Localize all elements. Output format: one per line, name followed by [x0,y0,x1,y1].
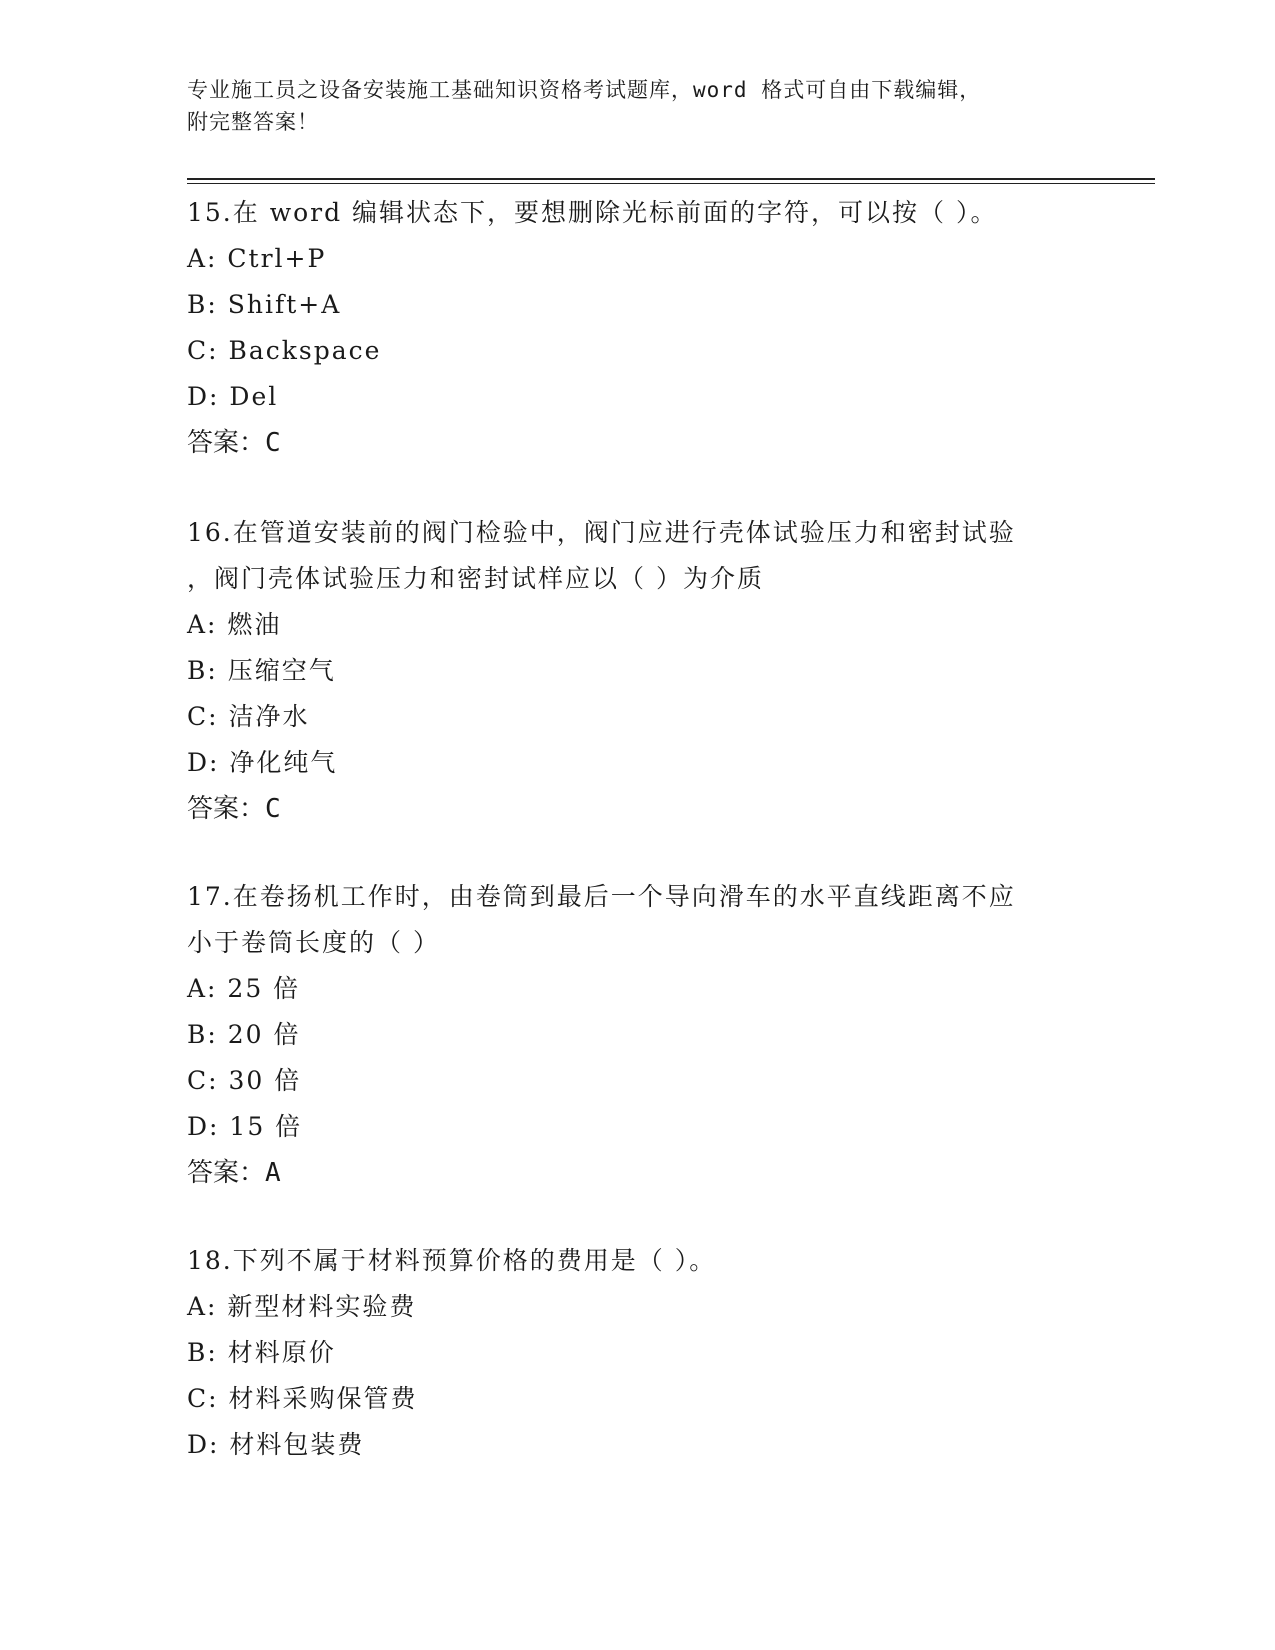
option-a: A: 新型材料实验费 [187,1292,417,1321]
question-stem: 17.在卷扬机工作时，由卷筒到最后一个导向滑车的水平直线距离不应 [187,882,1016,911]
option-d: D: Del [187,382,279,411]
answer-key: 答案：C [187,794,281,824]
header-divider-thick [187,178,1155,180]
question-stem: 15.在 word 编辑状态下，要想删除光标前面的字符，可以按（ ）。 [187,198,998,227]
question-stem: 18.下列不属于材料预算价格的费用是（ ）。 [187,1246,717,1275]
option-a: A: 燃油 [187,610,282,639]
option-c: C: 洁净水 [187,702,310,731]
question-stem: 16.在管道安装前的阀门检验中，阀门应进行壳体试验压力和密封试验 [187,518,1016,547]
option-b: B: Shift+A [187,290,342,319]
answer-key: 答案：A [187,1158,281,1188]
option-a: A: 25 倍 [187,974,301,1003]
question-17 [187,874,1087,1196]
header-line-1: 专业施工员之设备安装施工基础知识资格考试题库，word 格式可自由下载编辑， [187,78,982,102]
option-c: C: 材料采购保管费 [187,1384,418,1413]
question-stem-continued: ，阀门壳体试验压力和密封试样应以（ ）为介质 [187,564,764,593]
document-header [187,74,1067,138]
option-d: D: 15 倍 [187,1112,303,1141]
answer-key: 答案：C [187,428,281,458]
option-c: C: 30 倍 [187,1066,302,1095]
question-18 [187,1238,1087,1468]
option-d: D: 净化纯气 [187,748,338,777]
option-b: B: 材料原价 [187,1338,336,1367]
header-line-2: 附完整答案！ [187,110,319,134]
header-divider-thin [187,183,1155,184]
question-16 [187,510,1087,832]
question-stem-continued: 小于卷筒长度的（ ） [187,928,440,957]
option-a: A: Ctrl+P [187,244,327,273]
option-b: B: 20 倍 [187,1020,301,1049]
option-c: C: Backspace [187,336,382,365]
question-15 [187,190,1087,466]
option-d: D: 材料包装费 [187,1430,365,1459]
option-b: B: 压缩空气 [187,656,336,685]
